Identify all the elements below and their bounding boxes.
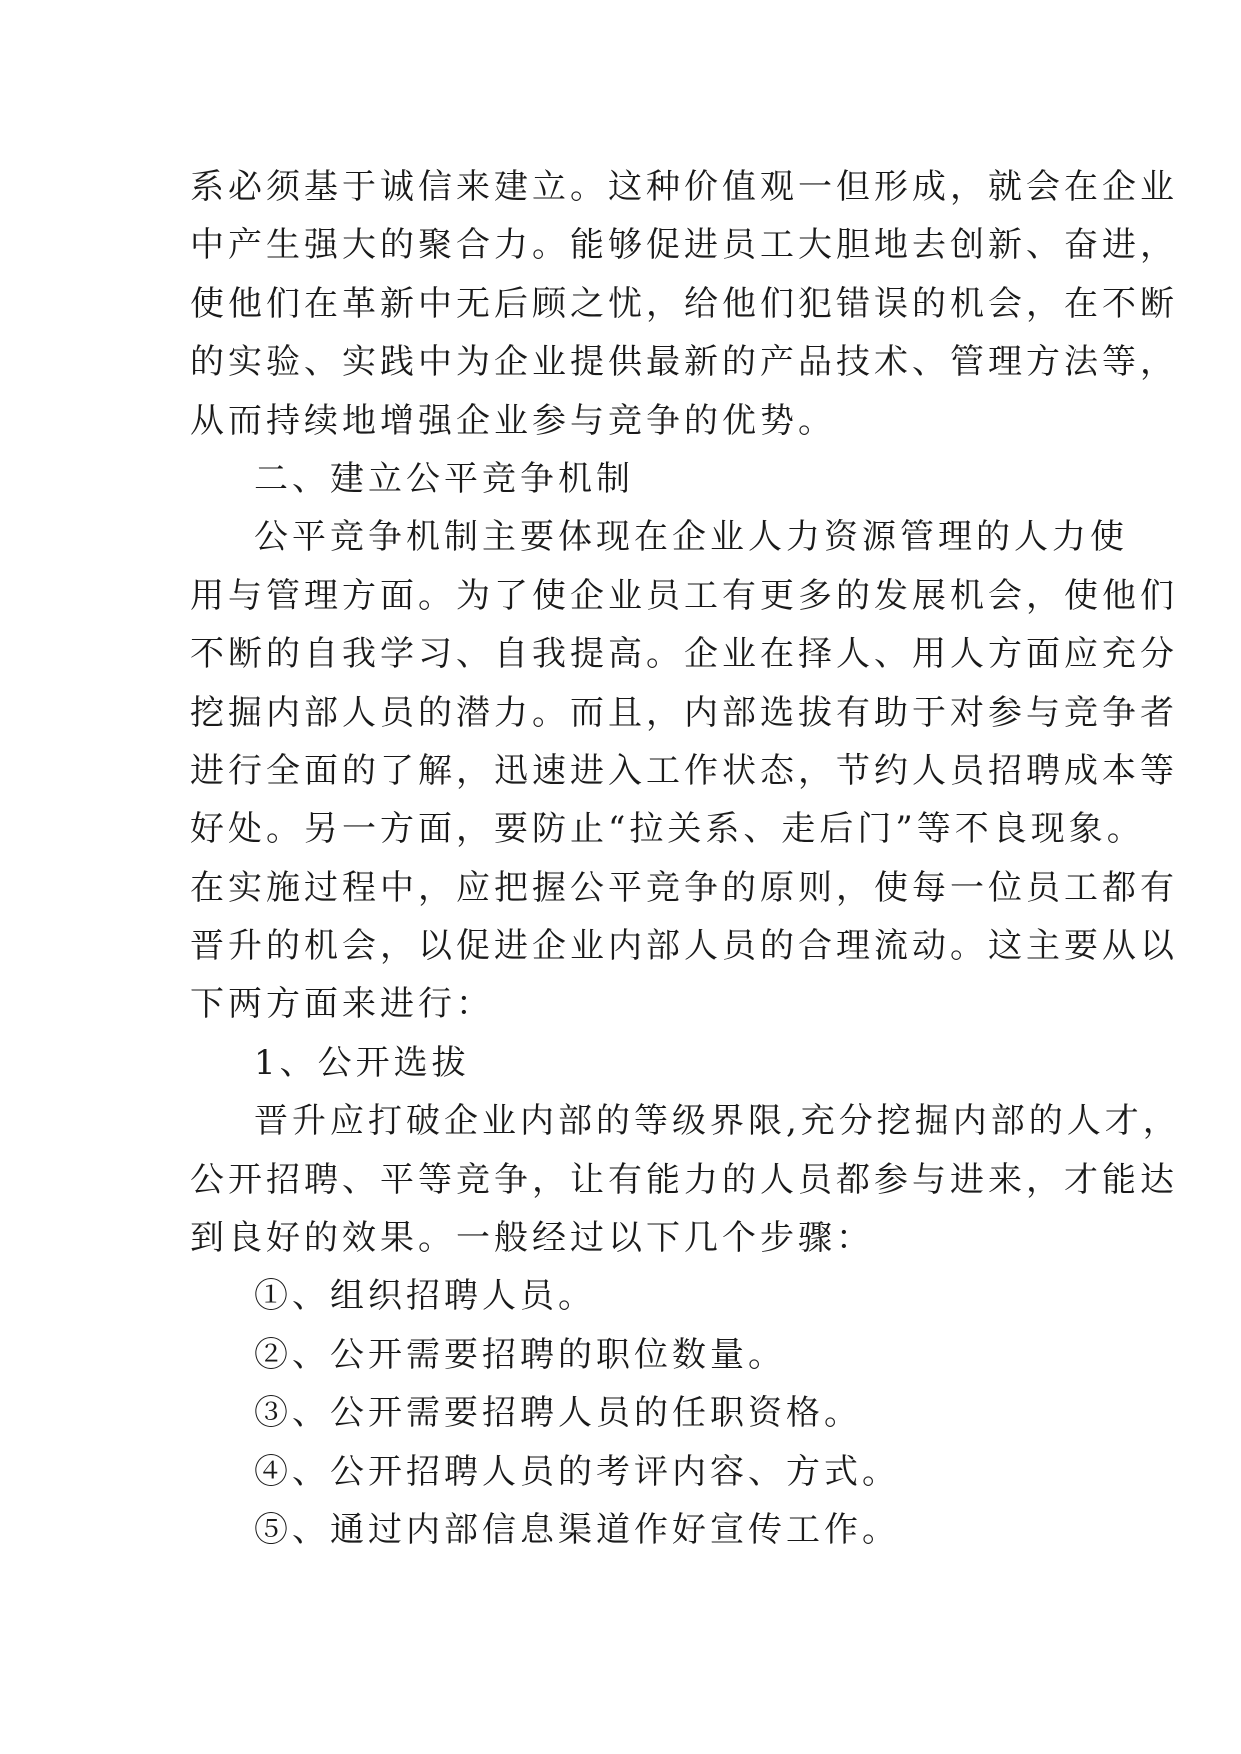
paragraph-line: 公平竞争机制主要体现在企业人力资源管理的人力使 [254, 517, 1128, 558]
document-body [190, 158, 1181, 1559]
paragraph-line: 好处。另一方面，要防止“拉关系、走后门”等不良现象。 [190, 809, 1145, 850]
paragraph-line: 到良好的效果。一般经过以下几个步骤： [190, 1218, 874, 1259]
paragraph-line: 晋升应打破企业内部的等级界限,充分挖掘内部的人才， [254, 1101, 1181, 1142]
paragraph-line: 下两方面来进行： [190, 984, 494, 1025]
step-item: ③、公开需要招聘人员的任职资格。 [254, 1393, 862, 1434]
subsection-heading: 1、公开选拔 [254, 1042, 470, 1083]
section-heading: 二、建立公平竞争机制 [254, 458, 634, 499]
paragraph-line: 的实验、实践中为企业提供最新的产品技术、管理方法等， [190, 342, 1178, 383]
step-item: ②、公开需要招聘的职位数量。 [254, 1334, 786, 1375]
paragraph-line: 从而持续地增强企业参与竞争的优势。 [190, 400, 836, 441]
paragraph-line: 中产生强大的聚合力。能够促进员工大胆地去创新、奋进， [190, 225, 1178, 266]
paragraph-line: 系必须基于诚信来建立。这种价值观一但形成，就会在企业 [190, 167, 1178, 207]
paragraph-line: 公开招聘、平等竞争，让有能力的人员都参与进来，才能达 [190, 1159, 1178, 1200]
paragraph-line: 在实施过程中，应把握公平竞争的原则，使每一位员工都有 [190, 867, 1178, 908]
step-item: ⑤、通过内部信息渠道作好宣传工作。 [254, 1509, 900, 1550]
step-item: ④、公开招聘人员的考评内容、方式。 [254, 1451, 900, 1492]
step-item: ①、组织招聘人员。 [254, 1276, 596, 1317]
paragraph-line: 用与管理方面。为了使企业员工有更多的发展机会，使他们 [190, 575, 1178, 616]
paragraph-line: 晋升的机会，以促进企业内部人员的合理流动。这主要从以 [190, 926, 1178, 967]
paragraph-line: 不断的自我学习、自我提高。企业在择人、用人方面应充分 [190, 634, 1178, 675]
paragraph-line: 挖掘内部人员的潜力。而且，内部选拔有助于对参与竞争者 [190, 692, 1178, 733]
paragraph-line: 使他们在革新中无后顾之忧，给他们犯错误的机会，在不断 [190, 283, 1178, 324]
paragraph-line: 进行全面的了解，迅速进入工作状态，节约人员招聘成本等 [190, 750, 1178, 791]
